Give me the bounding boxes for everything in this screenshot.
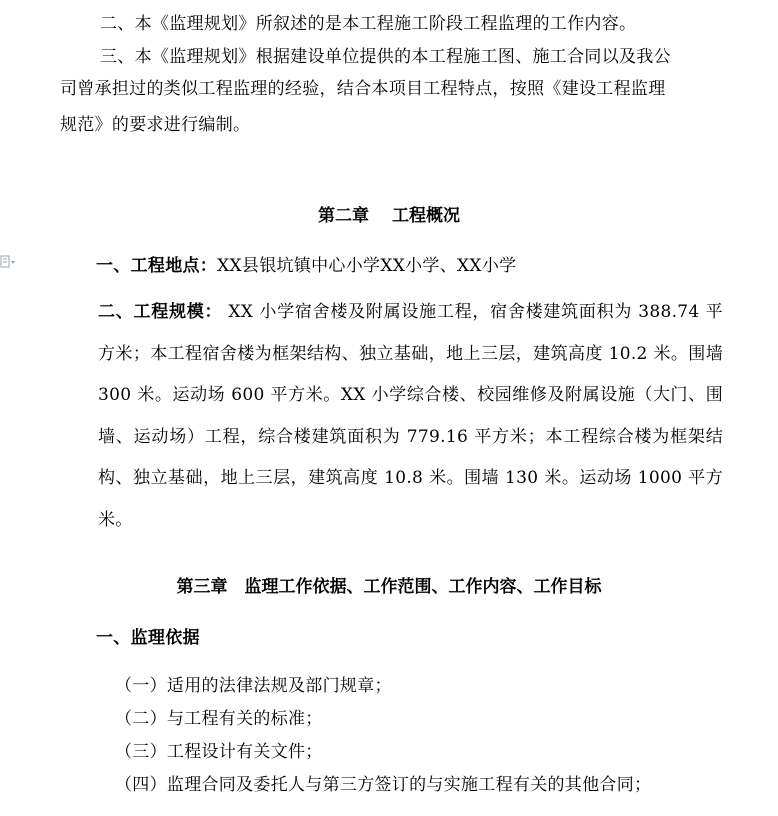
- document-icon[interactable]: [0, 255, 16, 269]
- intro-line-1: 二、本《监理规划》所叙述的是本工程施工阶段工程监理的工作内容。: [100, 14, 637, 34]
- scale-text: XX 小学宿舍楼及附属设施工程，宿舍楼建筑面积为 388.74 平方米；本工程宿舍楼为框架结构、独立基础，地上三层，建筑高度 10.2 米。围墙 300 米。运动场 600 平方米。XX 小学综合楼、校园维修及附属设施（大门、围墙、运动场）工程，综合楼建筑面积为 779.16 平方米；本工程综合楼为框架结构、独立基础，地上三层，建筑高度 10.8 米。围墙 130 米。运动场 1000 平方米。: [98, 302, 723, 530]
- section-1-title: 一、监理依据: [96, 628, 200, 648]
- list-item-4: （四）监理合同及委托人与第三方签订的与实施工程有关的其他合同；: [115, 775, 652, 795]
- list-item-3: （三）工程设计有关文件；: [115, 742, 323, 762]
- chapter-3-title: 第三章 监理工作依据、工作范围、工作内容、工作目标: [176, 577, 602, 597]
- intro-line-4: 规范》的要求进行编制。: [60, 115, 251, 135]
- intro-line-3: 司曾承担过的类似工程监理的经验，结合本项目工程特点，按照《建设工程监理: [60, 79, 666, 99]
- intro-line-2: 三、本《监理规划》根据建设单位提供的本工程施工图、施工合同以及我公: [100, 47, 671, 67]
- location-label: 一、工程地点：: [96, 256, 218, 276]
- project-location: [96, 256, 516, 276]
- list-item-2: （二）与工程有关的标准；: [115, 709, 323, 729]
- project-scale: [98, 292, 723, 541]
- chapter-2-title: 第二章 工程概况: [318, 206, 460, 226]
- location-value: XX县银坑镇中心小学XX小学、XX小学: [217, 256, 517, 276]
- list-item-1: （一）适用的法律法规及部门规章；: [115, 676, 392, 696]
- scale-label: 二、工程规模：: [98, 302, 223, 322]
